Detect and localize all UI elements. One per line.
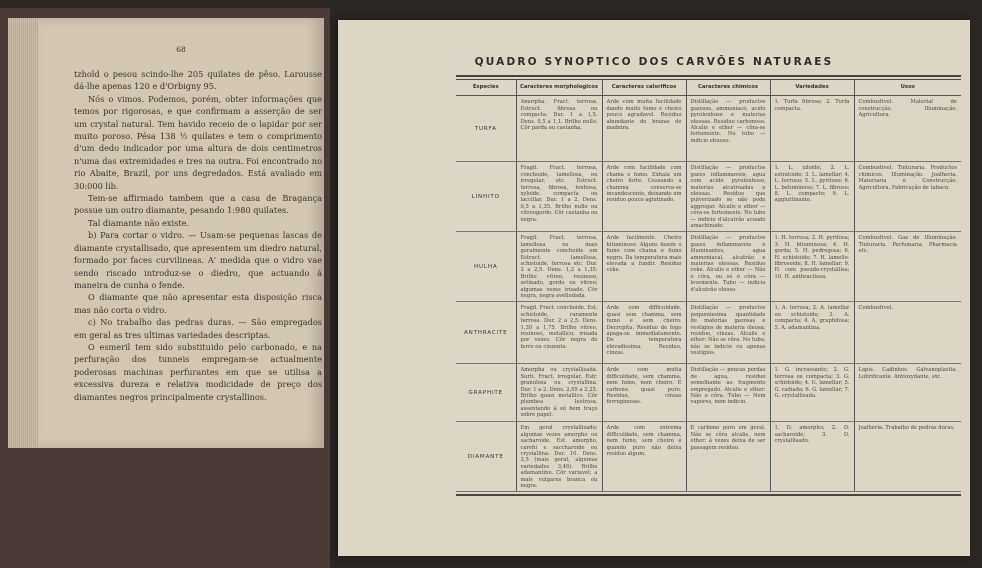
paragraph: O diamante que não apresentar esta disposição risca mas não corta o vidro.	[74, 292, 322, 315]
table-cell: 1. G. incrassante; 2. G. terrosa ou compacta; 3. G. schistoide; 4. G. lamellar; 5. G. radiada; 6. G. lamellar; 7. G. crystallisada.	[770, 364, 854, 422]
table-cell: Arde facilmente. Cheiro bituminoso. Alguns fazem o fumo com chama e fumo negro. Da temperatura mais elevada a fundir. Residuo coke.	[602, 232, 686, 302]
table-cell: Distillação — productos gazosos, ammoniaco, acido pyrolenhoso e materias oleosas. Residuo carbonoso. Alcalis e ether — côra-se fortemente. No tubo — indicio ebuoso.	[686, 96, 770, 162]
table-cell: Em geral crystallizado: algumas vezes amorpho ou sacharoide. Est. amorpho, carehi e saccharoide ou crystallina. Dur. 10. Dens. 3,5 (mais geral, algumas variedades 3,46). Brilho adamantino. Côr variavel; a mais vulgares branca ou negra.	[516, 422, 602, 492]
table-cell: Combustivel. Gaz de Illuminação. Tinturaria. Perfumaria. Pharmacia etc.	[854, 232, 961, 302]
table-row	[456, 232, 961, 302]
table-cell: Fragil. Fract. terrosa, conchoide, lamellosa, ou irregular, etc. Estruct. terrosa, fibrosa, lenhosa, xyloide, compacta ou laccillar. Dur. 1 a 2. Dens. 0,5 a 1,35. Brilho nullo ou vitreogordo. Côr castanha ou negra.	[516, 162, 602, 232]
sheet-title: QUADRO SYNOPTICO DOS CARVÕES NATURAES	[474, 56, 834, 68]
table-cell: 1. D. amorpho; 2. D. sacharoide; 3. D. crystallisado.	[770, 422, 854, 492]
table-cell: Distillação — productos gazes inflammaveis, agua com acido pyrolenhoso, materias alcatroadas e oleosas. Residuo que pulverizado se não pode aggregar. Alcalis e ether — côra-se fortemente. No tubo — indicio d'alcatrão acuado amachinado.	[686, 162, 770, 232]
species-cell: DIAMANTE	[456, 422, 516, 492]
page-body	[74, 68, 322, 403]
paragraph: Nós o vimos. Podemos, porém, obter informações que temos por rigorosas, e que confirmam a asserção de ser um crystal natural. Tem havido receio de o lapidar por ser muito poroso. Pésa 138 ½ quilates e tem o comprimento d'um dedo indicador por uma altura de dois centimetros n'uma das extremidades e tres na outra. Foi encontrado no rio Abaite, Brazil, por uns degredados. Está avaliado em 30:000 lib.	[74, 93, 322, 191]
table-cell: 1. H. terrosa; 2. H. pyritosa; 3. H. bituminosa; 4. H. gorda; 5. H. pedregosa; 6. H. schistoide; 7. H. lamello-fibrosoide; 8. H. lamellar; 9. H. com pseudo-crystallisa; 10. H. anthracitosa.	[770, 232, 854, 302]
species-cell: ANTHRACITE	[456, 302, 516, 364]
table-row	[456, 364, 961, 422]
table-cell: Distillação — productos pequenissima quantidade de materias gazosas e vestigios de materia oleosa; residuo, cinzas. Alcalis e ether: Não se côra. No tubo, não se indicio ou apenas vestigios.	[686, 302, 770, 364]
paragraph: Tem-se affirmado tambem que a casa de Bragança possue um outro diamante, pesando 1:980 quilates.	[74, 193, 322, 216]
col-header: Especies	[456, 79, 516, 96]
table-cell: Arde com muita facilidade dando muito fumo e cheiro pouco agradavel. Residuo abundante de brazas de madeira.	[602, 96, 686, 162]
table-cell: 1. A. terrosa; 2. A. lamellar ou schistoide; 3. A. compacta; 4. A. graphitosa; 5. A. adamantina.	[770, 302, 854, 364]
species-cell: HULHA	[456, 232, 516, 302]
table-cell: Fragil. Fract. terrosa, lamellosa ou mais geralmente conchoide em Estruct. lamellosa, schistoide, terrosa etc. Dur. 2 a 2,5. Dens. 1,2 a 1,35. Brilho vitreo, resinoso, setinado, gordo ou vitreo; algumas vezes irisado. Côr negra, negra avelludada.	[516, 232, 602, 302]
table-header-row	[456, 79, 961, 96]
species-cell: GRAPHITE	[456, 364, 516, 422]
col-header: Usos	[854, 79, 961, 96]
table-cell: Arde com difficuldade, quasi sem chamma, sem fumo e sem cheiro. Decrepita. Residuo de fogo apaga-se immediatamente. De temperatura elevadissima. Residuo, cinzas.	[602, 302, 686, 364]
col-header: Caracteres chimicos	[686, 79, 770, 96]
left-book-page	[38, 18, 324, 448]
table-cell: Combustivel.	[854, 302, 961, 364]
species-cell: LINHITO	[456, 162, 516, 232]
paragraph: Tal diamante não existe.	[88, 217, 190, 228]
col-header: Caracteres calorificos	[602, 79, 686, 96]
table-cell: Distillação — poucas perdas de agua, residuo semelhante ao fragmento empregado. Alcalis e ether: Não o côra. Tubo — Nem vapores, nem indicio.	[686, 364, 770, 422]
synoptic-table	[456, 79, 961, 492]
species-cell: TURFA	[456, 96, 516, 162]
col-header: Variedades	[770, 79, 854, 96]
table-row	[456, 96, 961, 162]
paragraph: O esmeril tem sido substituido pelo carbonado, e na perfuração dos tunneis empregam-se actualmente poderosas machinas perfurantes em que se utilisa a excessiva dureza e relativa modicidade de preço dos diamantes negros principalmente crystallinos.	[74, 341, 322, 402]
table-cell: Lapis. Cadinhos. Galvanoplastia. Lubrificante. Antioxydante, etc.	[854, 364, 961, 422]
table-cell: Amorpha ou crystallisada. Surti. Fract. irregular. Estr. granulosa ou crystallina. Dur. 1 a 2. Dens. 2,05 a 2,25. Brilho quasi metallico. Côr plumbea lustrosa, assentando á sú bem traço sobre papel.	[516, 364, 602, 422]
table-cell: Arde com facilidade com chama e fumo. Exhala um cheiro forte. Cessando a chamma conserva-se incandescente, deixando um residuo pouco aglutinado.	[602, 162, 686, 232]
table-row	[456, 422, 961, 492]
table-row	[456, 302, 961, 364]
top-rule	[456, 75, 961, 77]
table-cell: Distillação — productos gazes inflammaveis e illuminantes, agua ammoniacal, alcatrão e materias oleosas. Residuo coke. Alcalis e ether — Não o côra, ou só o côra — levemente. Tubo — indicio d'alcatrão oleoso.	[686, 232, 770, 302]
page-edges	[8, 18, 38, 448]
col-header: Caracteres morphologicos	[516, 79, 602, 96]
paragraph: b) Para cortar o vidro. — Usam-se pequenas lascas de diamante crystallisado, que apresentem um diedro natural, formado por faces curvilineas. A' medida que o vidro vae sendo riscado introduz-se o diedro, que actuando á maneira de cunha o fende.	[74, 230, 322, 290]
table-cell: Combustivel. Material de construcção. Illuminação. Agricultura.	[854, 96, 961, 162]
table-cell: 1. L. xiloide; 2. L. estratoide; 3. L. lamellar; 4. L. terroso; 5. L. pyritoso; 6. L. betuminoso; 7. L. fibroso; 8. L. compacto; 9. L. aggluttinante.	[770, 162, 854, 232]
table-cell: Arde com extrema difficuldade, sem chamma, nem fumo, sem cheiro e quando puro não deixa residuo algum.	[602, 422, 686, 492]
paragraph: tzhold o pesou scindo-lhe 205 quilates de pêso. Larousse dá-lhe apenas 120 e d'Orbigny 95.	[74, 69, 322, 92]
bottom-rule	[456, 494, 961, 496]
table-cell: Joalheria. Trabalho de pedras duras.	[854, 422, 961, 492]
table-cell: Amorpha. Fract. terrosa. Estruct. fibrosa ou compacta. Dur. 1 a 1,5. Dens. 0,5 a 1,1. Brilho nullo. Côr parda ou castanha.	[516, 96, 602, 162]
table-cell: E carbono puro em geral. Não se côra alcalis, nem ether; á vezes deixa de ser passagem residuo.	[686, 422, 770, 492]
table-row	[456, 162, 961, 232]
table-cell: 1. Turfa fibrosa; 2. Turfa compacta.	[770, 96, 854, 162]
paragraph: c) No trabalho das pedras duras. — São empregados em geral as tres ultimas variedades descriptas.	[74, 317, 322, 340]
table-cell: Arde com muita difficuldade, sem chamma, nem fumo, nem cheiro. E carbono quasi puro. Residuo, cinzas ferruginosas.	[602, 364, 686, 422]
table-cell: Fragil. Fract. conchoide. Est. schistoide, raramente terrosa. Dur. 2 a 2,5. Dens. 1,30 a 1,75. Brilho vitreo, resinoso, metallico; irisada por vezes. Côr negra de ferro ou cinzento.	[516, 302, 602, 364]
synoptic-table-wrap	[456, 75, 961, 496]
page-number: 68	[176, 45, 186, 54]
foldout-sheet	[338, 20, 970, 556]
table-cell: Combustivel. Tinturaria. Productos chimicos. Illuminação. Joalheria. Materiaria e Construcção. Agricultura. Fabricação de tabaco.	[854, 162, 961, 232]
